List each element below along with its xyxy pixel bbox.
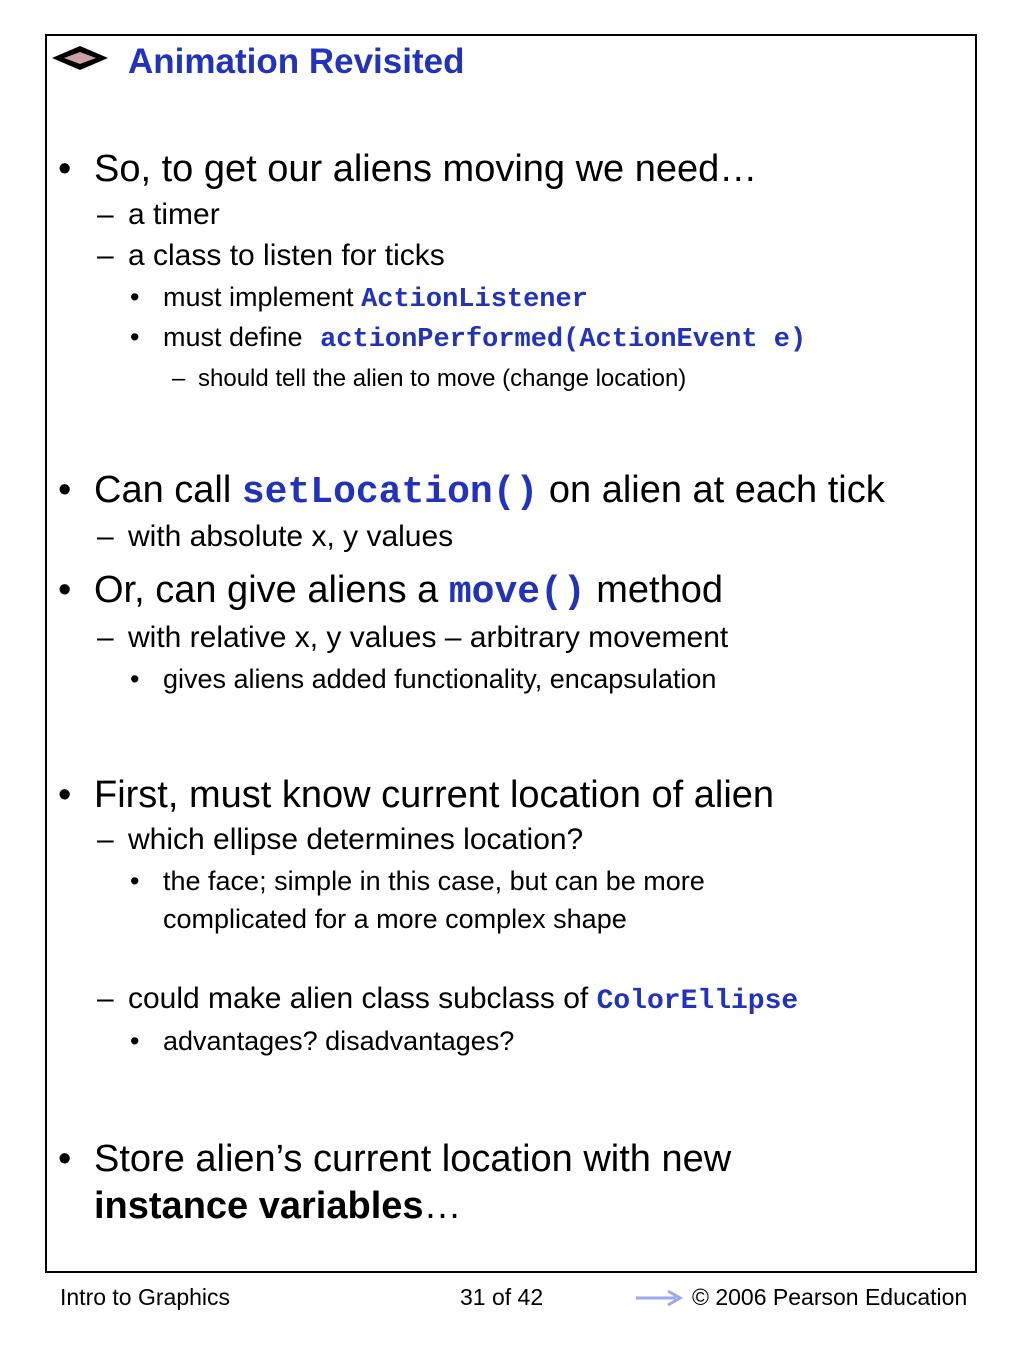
bullet-5-ellipsis: … (423, 1185, 462, 1227)
action-performed-code: actionPerformed(ActionEvent e) (320, 325, 807, 355)
bullet-5-line-2 (94, 1185, 462, 1228)
bullet-marker: • (130, 1026, 140, 1056)
bullet-marker: • (58, 148, 72, 190)
bullet-5-line-1: Store alien’s current location with new (94, 1138, 732, 1180)
dash-marker: – (97, 982, 114, 1015)
bullet-marker: • (58, 569, 72, 611)
bullet-marker: • (58, 774, 72, 816)
title-diamond-icon (50, 44, 110, 72)
footer-copyright: © 2006 Pearson Education (692, 1284, 968, 1310)
bullet-1-sub-2-a (163, 282, 588, 315)
bullet-3-suffix: method (596, 569, 724, 611)
bullet-1: So, to get our aliens moving we need… (94, 148, 758, 190)
bullet-2-sub-1: with absolute x, y values (128, 520, 454, 553)
bullet-4-sub-2-a: advantages? disadvantages? (163, 1026, 515, 1056)
bullet-4-sub-2-prefix: could make alien class subclass of (128, 982, 589, 1015)
bullet-3-sub-1: with relative x, y values – arbitrary movement (128, 621, 729, 654)
arrow-right-icon (636, 1289, 684, 1307)
bullet-marker: • (58, 1138, 72, 1180)
bullet-2 (94, 469, 885, 514)
bullet-1-sub-2-a-text: must implement (163, 282, 354, 312)
bullet-1-sub-2: a class to listen for ticks (128, 239, 445, 272)
bullet-marker: • (130, 664, 140, 694)
bullet-3-sub-1-a: gives aliens added functionality, encapsulation (163, 664, 717, 694)
color-ellipse-code: ColorEllipse (596, 986, 799, 1017)
dash-marker: – (97, 621, 114, 654)
dash-marker: – (97, 239, 114, 272)
bullet-4-sub-1: which ellipse determines location? (128, 823, 584, 856)
bullet-4-sub-1-a-line-1: the face; simple in this case, but can be more (163, 866, 705, 896)
dash-marker: – (97, 823, 114, 856)
move-code: move() (448, 571, 586, 614)
bullet-1-sub-2-b (163, 322, 806, 355)
bullet-1-sub-2-b-sub: should tell the alien to move (change location) (198, 365, 687, 392)
bullet-4: First, must know current location of alien (94, 774, 775, 816)
bullet-2-prefix: Can call (94, 469, 232, 511)
bullet-1-sub-2-b-text: must define (163, 322, 303, 352)
dash-marker: – (97, 520, 114, 553)
bullet-marker: • (58, 469, 72, 511)
footer-course-title: Intro to Graphics (60, 1284, 231, 1310)
footer-page-number: 31 of 42 (460, 1284, 544, 1310)
bullet-1-sub-1: a timer (128, 198, 220, 231)
bullet-3-prefix: Or, can give aliens a (94, 569, 439, 611)
bullet-2-suffix: on alien at each tick (548, 469, 885, 511)
dash-marker: – (172, 365, 186, 392)
set-location-code: setLocation() (241, 471, 539, 514)
bullet-marker: • (130, 322, 140, 352)
action-listener-code: ActionListener (361, 285, 588, 315)
dash-marker: – (97, 198, 114, 231)
bullet-4-sub-1-a-line-2: complicated for a more complex shape (163, 904, 627, 934)
instance-variables-text: instance variables (94, 1185, 424, 1227)
bullet-marker: • (130, 866, 140, 896)
bullet-3 (94, 569, 723, 614)
slide-title: Animation Revisited (128, 42, 465, 81)
bullet-marker: • (130, 282, 140, 312)
bullet-4-sub-2 (128, 982, 798, 1017)
